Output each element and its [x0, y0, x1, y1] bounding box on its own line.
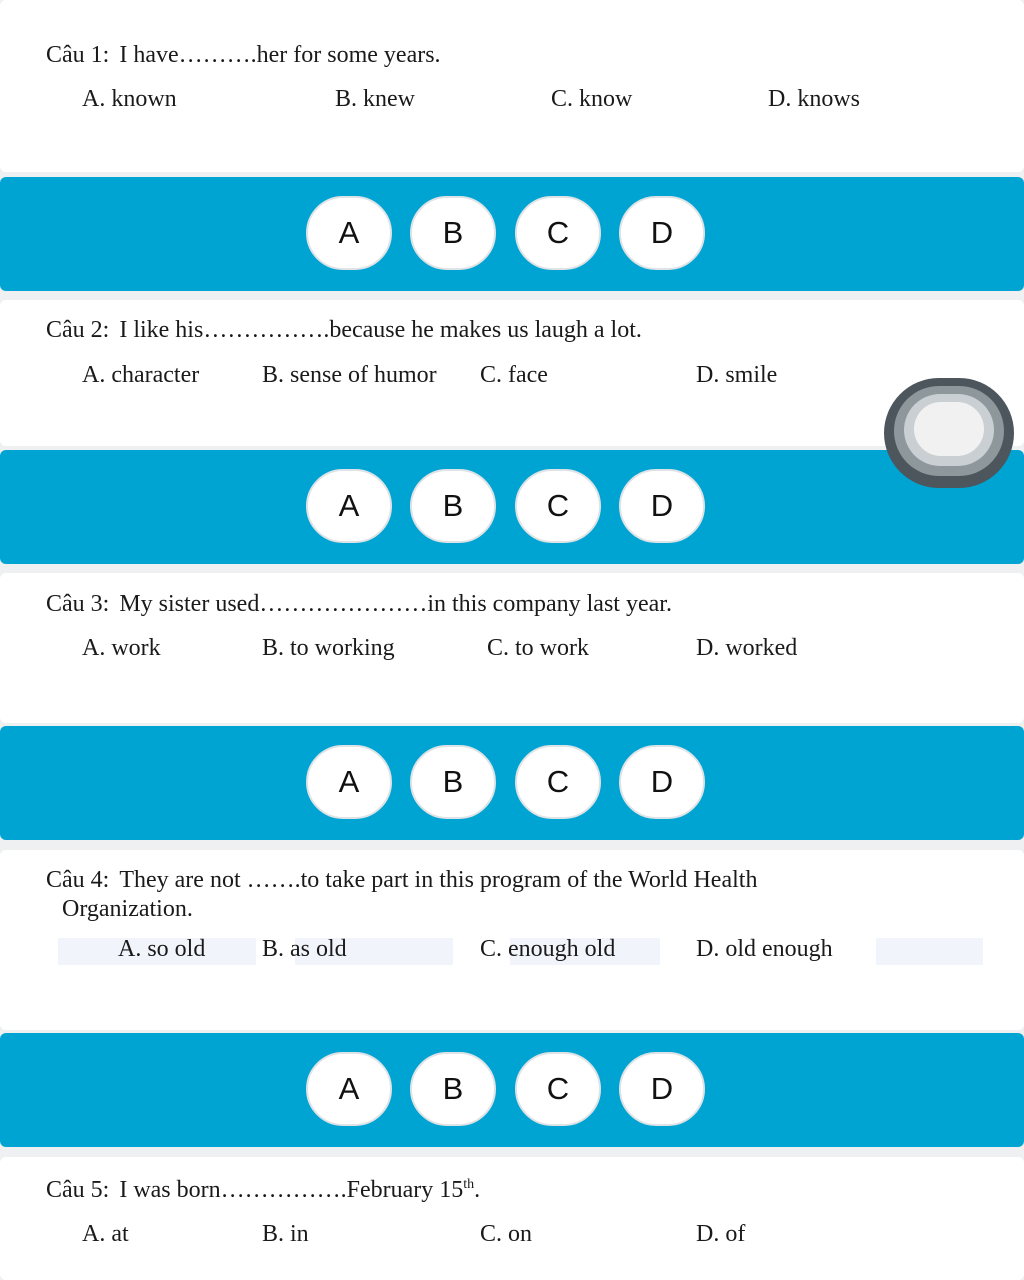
option-c: C. enough old — [480, 936, 616, 962]
highlight-strip — [876, 938, 983, 965]
answer-button-d[interactable]: D — [619, 196, 705, 270]
answer-button-c[interactable]: C — [515, 196, 601, 270]
question-text — [46, 867, 757, 894]
question-number: Câu 2: — [46, 317, 110, 343]
answer-bar-4 — [0, 1033, 1024, 1147]
option-d: D. knows — [768, 86, 861, 112]
option-b: B. knew — [335, 86, 415, 112]
answer-bar-3 — [0, 726, 1024, 840]
answer-button-b[interactable]: B — [410, 745, 496, 819]
option-c: C. face — [480, 362, 548, 388]
answer-button-b[interactable]: B — [410, 196, 496, 270]
assistive-touch-icon[interactable] — [884, 378, 1014, 488]
option-a: A. at — [82, 1221, 129, 1247]
question-number: Câu 4: — [46, 867, 110, 893]
answer-button-b[interactable]: B — [410, 469, 496, 543]
answer-bar-2 — [0, 450, 1024, 564]
question-number: Câu 3: — [46, 591, 110, 617]
answer-button-a[interactable]: A — [306, 196, 392, 270]
question-sentence: My sister used…………………in this company last year. — [119, 591, 672, 617]
answer-bar-1 — [0, 177, 1024, 291]
answer-button-a[interactable]: A — [306, 745, 392, 819]
question-card-2 — [0, 300, 1024, 446]
option-a: A. known — [82, 86, 177, 112]
question-sentence-line2: Organization. — [62, 896, 193, 922]
answer-button-a[interactable]: A — [306, 469, 392, 543]
answer-button-b[interactable]: B — [410, 1052, 496, 1126]
answer-button-a[interactable]: A — [306, 1052, 392, 1126]
option-d: D. worked — [696, 635, 798, 661]
question-sentence: I have……….her for some years. — [119, 42, 441, 68]
option-a: A. work — [82, 635, 161, 661]
option-b: B. sense of humor — [262, 362, 437, 388]
question-number: Câu 1: — [46, 42, 110, 68]
option-c: C. on — [480, 1221, 533, 1247]
option-c: C. to work — [487, 635, 589, 661]
option-d: D. old enough — [696, 936, 833, 962]
answer-button-d[interactable]: D — [619, 745, 705, 819]
ordinal-suffix: th — [463, 1177, 475, 1192]
sentence-end: . — [474, 1177, 481, 1203]
question-card-4 — [0, 850, 1024, 1030]
question-number: Câu 5: — [46, 1177, 110, 1203]
answer-button-c[interactable]: C — [515, 745, 601, 819]
option-b: B. in — [262, 1221, 309, 1247]
question-text — [46, 591, 672, 618]
question-sentence: I was born…………….February 15 — [119, 1177, 464, 1203]
question-card-3 — [0, 573, 1024, 723]
option-b: B. to working — [262, 635, 395, 661]
question-text — [46, 1177, 480, 1204]
question-text — [46, 317, 642, 344]
option-c: C. know — [551, 86, 633, 112]
answer-button-d[interactable]: D — [619, 469, 705, 543]
option-a: A. so old — [118, 936, 206, 962]
option-d: D. smile — [696, 362, 778, 388]
option-a: A. character — [82, 362, 200, 388]
answer-button-c[interactable]: C — [515, 1052, 601, 1126]
question-sentence: They are not …….to take part in this program of the World Health — [119, 867, 758, 893]
answer-button-c[interactable]: C — [515, 469, 601, 543]
question-text — [46, 42, 441, 69]
question-card-5 — [0, 1157, 1024, 1280]
question-sentence: I like his…………….because he makes us laugh a lot. — [119, 317, 642, 343]
option-b: B. as old — [262, 936, 347, 962]
assistive-touch-core — [914, 402, 984, 456]
option-d: D. of — [696, 1221, 746, 1247]
answer-button-d[interactable]: D — [619, 1052, 705, 1126]
question-card-1 — [0, 0, 1024, 172]
